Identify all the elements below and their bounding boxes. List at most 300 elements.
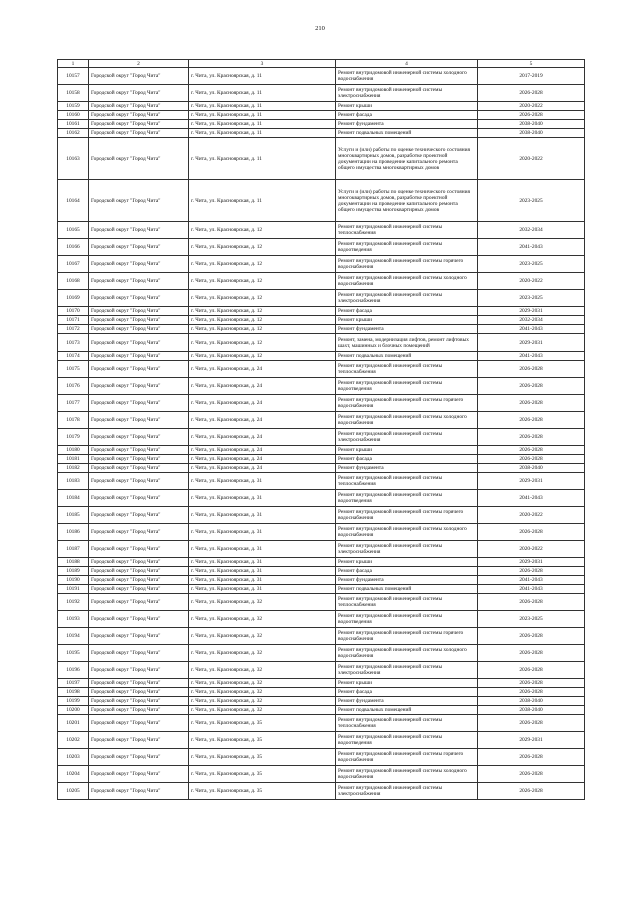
work-type-cell: Ремонт фундамента [336, 697, 478, 706]
row-number: 10182 [58, 464, 89, 473]
period-cell: 2026-2028 [478, 628, 585, 645]
period-cell: 2041-2043 [478, 352, 585, 361]
table-row [58, 645, 585, 662]
period-cell: 2017-2019 [478, 68, 585, 85]
address-cell: г. Чита, ул. Красноярская, д. 24 [189, 395, 336, 412]
work-type-cell: Ремонт внутридомовой инженерной системы электроснабжения [336, 783, 478, 800]
table-row [58, 239, 585, 256]
municipality-cell: Городской округ "Город Чита" [89, 395, 189, 412]
address-cell: г. Чита, ул. Красноярская, д. 12 [189, 239, 336, 256]
address-cell: г. Чита, ул. Красноярская, д. 12 [189, 316, 336, 325]
table-row [58, 273, 585, 290]
work-type-cell: Ремонт внутридомовой инженерной системы теплоснабжения [336, 715, 478, 732]
table-row [58, 490, 585, 507]
period-cell: 2026-2028 [478, 455, 585, 464]
table-row [58, 446, 585, 455]
municipality-cell: Городской округ "Город Чита" [89, 378, 189, 395]
table-row [58, 455, 585, 464]
column-number: 4 [336, 60, 478, 68]
municipality-cell: Городской округ "Город Чита" [89, 585, 189, 594]
municipality-cell: Городской округ "Город Чита" [89, 102, 189, 111]
address-cell: г. Чита, ул. Красноярская, д. 31 [189, 473, 336, 490]
municipality-cell: Городской округ "Город Чита" [89, 290, 189, 307]
address-cell: г. Чита, ул. Красноярская, д. 32 [189, 628, 336, 645]
municipality-cell: Городской округ "Город Чита" [89, 697, 189, 706]
work-type-cell: Ремонт внутридомовой инженерной системы электроснабжения [336, 85, 478, 102]
municipality-cell: Городской округ "Город Чита" [89, 558, 189, 567]
table-row [58, 541, 585, 558]
work-type-cell: Ремонт подвальных помещений [336, 129, 478, 138]
municipality-cell: Городской округ "Город Чита" [89, 85, 189, 102]
work-type-cell: Ремонт крыши [336, 558, 478, 567]
period-cell: 2026-2028 [478, 446, 585, 455]
address-cell: г. Чита, ул. Красноярская, д. 12 [189, 334, 336, 352]
column-number: 1 [58, 60, 89, 68]
work-type-cell: Ремонт фундамента [336, 464, 478, 473]
municipality-cell: Городской округ "Город Чита" [89, 594, 189, 611]
row-number: 10168 [58, 273, 89, 290]
address-cell: г. Чита, ул. Красноярская, д. 11 [189, 129, 336, 138]
period-cell: 2032-2034 [478, 222, 585, 239]
table-row [58, 766, 585, 783]
column-number: 2 [89, 60, 189, 68]
repair-schedule-table [57, 59, 585, 800]
period-cell: 2038-2040 [478, 129, 585, 138]
work-type-cell: Ремонт внутридомовой инженерной системы водоотведения [336, 378, 478, 395]
work-type-cell: Ремонт фасада [336, 688, 478, 697]
period-cell: 2026-2028 [478, 679, 585, 688]
row-number: 10184 [58, 490, 89, 507]
municipality-cell: Городской округ "Город Чита" [89, 490, 189, 507]
period-cell: 2026-2028 [478, 412, 585, 429]
period-cell: 2026-2028 [478, 783, 585, 800]
work-type-cell: Услуги и (или) работы по оценке технического состояния многоквартирных домов, разработке проектной документации на проведение капитального ремонта общего имущества многоквартирных домов [336, 180, 478, 222]
municipality-cell: Городской округ "Город Чита" [89, 611, 189, 628]
period-cell: 2023-2025 [478, 180, 585, 222]
work-type-cell: Ремонт, замена, модернизация лифтов, ремонт лифтовых шахт, машинных и блочных помещений [336, 334, 478, 352]
address-cell: г. Чита, ул. Красноярская, д. 11 [189, 85, 336, 102]
address-cell: г. Чита, ул. Красноярская, д. 31 [189, 507, 336, 524]
period-cell: 2020-2022 [478, 102, 585, 111]
address-cell: г. Чита, ул. Красноярская, д. 31 [189, 541, 336, 558]
row-number: 10165 [58, 222, 89, 239]
table-row [58, 628, 585, 645]
table-row [58, 611, 585, 628]
municipality-cell: Городской округ "Город Чита" [89, 766, 189, 783]
row-number: 10202 [58, 732, 89, 749]
municipality-cell: Городской округ "Город Чита" [89, 576, 189, 585]
period-cell: 2023-2025 [478, 611, 585, 628]
period-cell: 2020-2022 [478, 541, 585, 558]
municipality-cell: Городской округ "Город Чита" [89, 464, 189, 473]
row-number: 10197 [58, 679, 89, 688]
municipality-cell: Городской округ "Город Чита" [89, 68, 189, 85]
address-cell: г. Чита, ул. Красноярская, д. 12 [189, 222, 336, 239]
address-cell: г. Чита, ул. Красноярская, д. 11 [189, 138, 336, 180]
row-number: 10159 [58, 102, 89, 111]
period-cell: 2041-2043 [478, 325, 585, 334]
address-cell: г. Чита, ул. Красноярская, д. 32 [189, 645, 336, 662]
address-cell: г. Чита, ул. Красноярская, д. 35 [189, 766, 336, 783]
work-type-cell: Ремонт внутридомовой инженерной системы горячего водоснабжения [336, 749, 478, 766]
column-number: 3 [189, 60, 336, 68]
work-type-cell: Услуги и (или) работы по оценке технического состояния многоквартирных домов, разработке проектной документации на проведение капитального ремонта общего имущества многоквартирных домов [336, 138, 478, 180]
period-cell: 2038-2040 [478, 464, 585, 473]
table-row [58, 222, 585, 239]
period-cell: 2029-2031 [478, 732, 585, 749]
period-cell: 2032-2034 [478, 316, 585, 325]
period-cell: 2026-2028 [478, 378, 585, 395]
work-type-cell: Ремонт подвальных помещений [336, 706, 478, 715]
period-cell: 2020-2022 [478, 273, 585, 290]
table-row [58, 138, 585, 180]
period-cell: 2026-2028 [478, 688, 585, 697]
work-type-cell: Ремонт внутридомовой инженерной системы горячего водоснабжения [336, 628, 478, 645]
work-type-cell: Ремонт фундамента [336, 325, 478, 334]
period-cell: 2038-2040 [478, 697, 585, 706]
address-cell: г. Чита, ул. Красноярская, д. 11 [189, 68, 336, 85]
municipality-cell: Городской округ "Город Чита" [89, 567, 189, 576]
municipality-cell: Городской округ "Город Чита" [89, 446, 189, 455]
address-cell: г. Чита, ул. Красноярская, д. 12 [189, 273, 336, 290]
row-number: 10185 [58, 507, 89, 524]
row-number: 10198 [58, 688, 89, 697]
work-type-cell: Ремонт внутридомовой инженерной системы горячего водоснабжения [336, 256, 478, 273]
address-cell: г. Чита, ул. Красноярская, д. 31 [189, 576, 336, 585]
row-number: 10204 [58, 766, 89, 783]
row-number: 10190 [58, 576, 89, 585]
address-cell: г. Чита, ул. Красноярская, д. 32 [189, 706, 336, 715]
row-number: 10176 [58, 378, 89, 395]
address-cell: г. Чита, ул. Красноярская, д. 31 [189, 524, 336, 541]
table-row [58, 325, 585, 334]
address-cell: г. Чита, ул. Красноярская, д. 32 [189, 662, 336, 679]
address-cell: г. Чита, ул. Красноярская, д. 12 [189, 256, 336, 273]
work-type-cell: Ремонт внутридомовой инженерной системы водоотведения [336, 239, 478, 256]
work-type-cell: Ремонт внутридомовой инженерной системы теплоснабжения [336, 361, 478, 378]
table-row [58, 507, 585, 524]
work-type-cell: Ремонт внутридомовой инженерной системы холодного водоснабжения [336, 412, 478, 429]
row-number: 10180 [58, 446, 89, 455]
table-row [58, 334, 585, 352]
municipality-cell: Городской округ "Город Чита" [89, 352, 189, 361]
row-number: 10169 [58, 290, 89, 307]
work-type-cell: Ремонт фундамента [336, 576, 478, 585]
period-cell: 2026-2028 [478, 715, 585, 732]
table-row [58, 732, 585, 749]
column-number-row [58, 60, 585, 68]
row-number: 10158 [58, 85, 89, 102]
row-number: 10166 [58, 239, 89, 256]
address-cell: г. Чита, ул. Красноярская, д. 11 [189, 120, 336, 129]
address-cell: г. Чита, ул. Красноярская, д. 32 [189, 594, 336, 611]
municipality-cell: Городской округ "Город Чита" [89, 273, 189, 290]
address-cell: г. Чита, ул. Красноярская, д. 31 [189, 490, 336, 507]
work-type-cell: Ремонт внутридомовой инженерной системы электроснабжения [336, 290, 478, 307]
work-type-cell: Ремонт внутридомовой инженерной системы холодного водоснабжения [336, 68, 478, 85]
municipality-cell: Городской округ "Город Чита" [89, 473, 189, 490]
table-row [58, 576, 585, 585]
row-number: 10194 [58, 628, 89, 645]
work-type-cell: Ремонт внутридомовой инженерной системы водоотведения [336, 611, 478, 628]
row-number: 10174 [58, 352, 89, 361]
row-number: 10199 [58, 697, 89, 706]
table-row [58, 120, 585, 129]
period-cell: 2041-2043 [478, 576, 585, 585]
period-cell: 2023-2025 [478, 256, 585, 273]
work-type-cell: Ремонт внутридомовой инженерной системы теплоснабжения [336, 594, 478, 611]
period-cell: 2026-2028 [478, 662, 585, 679]
row-number: 10178 [58, 412, 89, 429]
address-cell: г. Чита, ул. Красноярская, д. 32 [189, 679, 336, 688]
work-type-cell: Ремонт крыши [336, 679, 478, 688]
address-cell: г. Чита, ул. Красноярская, д. 31 [189, 567, 336, 576]
address-cell: г. Чита, ул. Красноярская, д. 31 [189, 558, 336, 567]
address-cell: г. Чита, ул. Красноярская, д. 32 [189, 688, 336, 697]
address-cell: г. Чита, ул. Красноярская, д. 24 [189, 464, 336, 473]
address-cell: г. Чита, ул. Красноярская, д. 35 [189, 783, 336, 800]
municipality-cell: Городской округ "Город Чита" [89, 732, 189, 749]
period-cell: 2029-2031 [478, 473, 585, 490]
table-row [58, 290, 585, 307]
period-cell: 2026-2028 [478, 85, 585, 102]
table-row [58, 473, 585, 490]
period-cell: 2038-2040 [478, 706, 585, 715]
address-cell: г. Чита, ул. Красноярская, д. 24 [189, 429, 336, 446]
work-type-cell: Ремонт внутридомовой инженерной системы холодного водоснабжения [336, 524, 478, 541]
municipality-cell: Городской округ "Город Чита" [89, 129, 189, 138]
period-cell: 2026-2028 [478, 749, 585, 766]
municipality-cell: Городской округ "Город Чита" [89, 222, 189, 239]
row-number: 10189 [58, 567, 89, 576]
period-cell: 2038-2040 [478, 120, 585, 129]
table-row [58, 783, 585, 800]
work-type-cell: Ремонт внутридомовой инженерной системы теплоснабжения [336, 473, 478, 490]
municipality-cell: Городской округ "Город Чита" [89, 256, 189, 273]
address-cell: г. Чита, ул. Красноярская, д. 35 [189, 715, 336, 732]
row-number: 10177 [58, 395, 89, 412]
municipality-cell: Городской округ "Город Чита" [89, 334, 189, 352]
row-number: 10200 [58, 706, 89, 715]
period-cell: 2041-2043 [478, 585, 585, 594]
address-cell: г. Чита, ул. Красноярская, д. 12 [189, 325, 336, 334]
work-type-cell: Ремонт внутридомовой инженерной системы холодного водоснабжения [336, 645, 478, 662]
row-number: 10179 [58, 429, 89, 446]
municipality-cell: Городской округ "Город Чита" [89, 412, 189, 429]
municipality-cell: Городской округ "Город Чита" [89, 783, 189, 800]
work-type-cell: Ремонт фундамента [336, 120, 478, 129]
period-cell: 2026-2028 [478, 395, 585, 412]
row-number: 10191 [58, 585, 89, 594]
work-type-cell: Ремонт внутридомовой инженерной системы электроснабжения [336, 662, 478, 679]
row-number: 10181 [58, 455, 89, 464]
period-cell: 2026-2028 [478, 567, 585, 576]
municipality-cell: Городской округ "Город Чита" [89, 749, 189, 766]
address-cell: г. Чита, ул. Красноярская, д. 12 [189, 352, 336, 361]
period-cell: 2020-2022 [478, 507, 585, 524]
table-row [58, 102, 585, 111]
row-number: 10188 [58, 558, 89, 567]
row-number: 10196 [58, 662, 89, 679]
row-number: 10157 [58, 68, 89, 85]
work-type-cell: Ремонт крыши [336, 446, 478, 455]
work-type-cell: Ремонт подвальных помещений [336, 585, 478, 594]
table-row [58, 395, 585, 412]
municipality-cell: Городской округ "Город Чита" [89, 455, 189, 464]
period-cell: 2026-2028 [478, 361, 585, 378]
table-row [58, 585, 585, 594]
table-row [58, 85, 585, 102]
row-number: 10162 [58, 129, 89, 138]
municipality-cell: Городской округ "Город Чита" [89, 507, 189, 524]
address-cell: г. Чита, ул. Красноярская, д. 35 [189, 749, 336, 766]
work-type-cell: Ремонт внутридомовой инженерной системы электроснабжения [336, 541, 478, 558]
address-cell: г. Чита, ул. Красноярская, д. 31 [189, 585, 336, 594]
table-row [58, 706, 585, 715]
address-cell: г. Чита, ул. Красноярская, д. 11 [189, 111, 336, 120]
row-number: 10164 [58, 180, 89, 222]
address-cell: г. Чита, ул. Красноярская, д. 12 [189, 307, 336, 316]
municipality-cell: Городской округ "Город Чита" [89, 524, 189, 541]
work-type-cell: Ремонт крыши [336, 316, 478, 325]
period-cell: 2026-2028 [478, 429, 585, 446]
municipality-cell: Городской округ "Город Чита" [89, 541, 189, 558]
municipality-cell: Городской округ "Город Чита" [89, 679, 189, 688]
table-row [58, 567, 585, 576]
address-cell: г. Чита, ул. Красноярская, д. 32 [189, 697, 336, 706]
table-row [58, 316, 585, 325]
row-number: 10172 [58, 325, 89, 334]
row-number: 10171 [58, 316, 89, 325]
table-row [58, 307, 585, 316]
period-cell: 2026-2028 [478, 524, 585, 541]
table-row [58, 180, 585, 222]
address-cell: г. Чита, ул. Красноярская, д. 24 [189, 455, 336, 464]
table-row [58, 129, 585, 138]
row-number: 10203 [58, 749, 89, 766]
period-cell: 2026-2028 [478, 645, 585, 662]
municipality-cell: Городской округ "Город Чита" [89, 706, 189, 715]
work-type-cell: Ремонт фасада [336, 567, 478, 576]
address-cell: г. Чита, ул. Красноярская, д. 24 [189, 378, 336, 395]
municipality-cell: Городской округ "Город Чита" [89, 111, 189, 120]
work-type-cell: Ремонт фасада [336, 111, 478, 120]
address-cell: г. Чита, ул. Красноярская, д. 35 [189, 732, 336, 749]
row-number: 10167 [58, 256, 89, 273]
period-cell: 2029-2031 [478, 307, 585, 316]
table-row [58, 558, 585, 567]
row-number: 10163 [58, 138, 89, 180]
row-number: 10175 [58, 361, 89, 378]
address-cell: г. Чита, ул. Красноярская, д. 11 [189, 102, 336, 111]
period-cell: 2026-2028 [478, 594, 585, 611]
table-row [58, 361, 585, 378]
table-row [58, 412, 585, 429]
municipality-cell: Городской округ "Город Чита" [89, 138, 189, 180]
table-row [58, 378, 585, 395]
period-cell: 2029-2031 [478, 558, 585, 567]
municipality-cell: Городской округ "Город Чита" [89, 628, 189, 645]
row-number: 10192 [58, 594, 89, 611]
work-type-cell: Ремонт внутридомовой инженерной системы холодного водоснабжения [336, 273, 478, 290]
row-number: 10201 [58, 715, 89, 732]
table-row [58, 594, 585, 611]
address-cell: г. Чита, ул. Красноярская, д. 11 [189, 180, 336, 222]
column-number: 5 [478, 60, 585, 68]
row-number: 10160 [58, 111, 89, 120]
municipality-cell: Городской округ "Город Чита" [89, 325, 189, 334]
work-type-cell: Ремонт фасада [336, 307, 478, 316]
work-type-cell: Ремонт внутридомовой инженерной системы холодного водоснабжения [336, 766, 478, 783]
period-cell: 2026-2028 [478, 111, 585, 120]
period-cell: 2020-2022 [478, 138, 585, 180]
period-cell: 2029-2031 [478, 334, 585, 352]
table-row [58, 662, 585, 679]
table-row [58, 679, 585, 688]
table-row [58, 68, 585, 85]
table-row [58, 688, 585, 697]
municipality-cell: Городской округ "Город Чита" [89, 239, 189, 256]
table-row [58, 464, 585, 473]
work-type-cell: Ремонт внутридомовой инженерной системы водоотведения [336, 732, 478, 749]
municipality-cell: Городской округ "Город Чита" [89, 662, 189, 679]
row-number: 10205 [58, 783, 89, 800]
period-cell: 2023-2025 [478, 290, 585, 307]
municipality-cell: Городской округ "Город Чита" [89, 316, 189, 325]
table-row [58, 715, 585, 732]
work-type-cell: Ремонт внутридомовой инженерной системы электроснабжения [336, 429, 478, 446]
table-row [58, 429, 585, 446]
table-row [58, 697, 585, 706]
work-type-cell: Ремонт внутридомовой инженерной системы горячего водоснабжения [336, 507, 478, 524]
municipality-cell: Городской округ "Город Чита" [89, 429, 189, 446]
table-row [58, 111, 585, 120]
address-cell: г. Чита, ул. Красноярская, д. 24 [189, 361, 336, 378]
period-cell: 2026-2028 [478, 766, 585, 783]
table-row [58, 352, 585, 361]
address-cell: г. Чита, ул. Красноярская, д. 24 [189, 412, 336, 429]
municipality-cell: Городской округ "Город Чита" [89, 120, 189, 129]
row-number: 10161 [58, 120, 89, 129]
row-number: 10195 [58, 645, 89, 662]
municipality-cell: Городской округ "Город Чита" [89, 645, 189, 662]
address-cell: г. Чита, ул. Красноярская, д. 32 [189, 611, 336, 628]
row-number: 10173 [58, 334, 89, 352]
table-row [58, 524, 585, 541]
municipality-cell: Городской округ "Город Чита" [89, 715, 189, 732]
work-type-cell: Ремонт внутридомовой инженерной системы водоотведения [336, 490, 478, 507]
row-number: 10183 [58, 473, 89, 490]
row-number: 10193 [58, 611, 89, 628]
work-type-cell: Ремонт внутридомовой инженерной системы теплоснабжения [336, 222, 478, 239]
work-type-cell: Ремонт внутридомовой инженерной системы горячего водоснабжения [336, 395, 478, 412]
municipality-cell: Городской округ "Город Чита" [89, 361, 189, 378]
row-number: 10187 [58, 541, 89, 558]
table-row [58, 256, 585, 273]
address-cell: г. Чита, ул. Красноярская, д. 24 [189, 446, 336, 455]
municipality-cell: Городской округ "Город Чита" [89, 688, 189, 697]
work-type-cell: Ремонт крыши [336, 102, 478, 111]
table-row [58, 749, 585, 766]
municipality-cell: Городской округ "Город Чита" [89, 180, 189, 222]
municipality-cell: Городской округ "Город Чита" [89, 307, 189, 316]
work-type-cell: Ремонт подвальных помещений [336, 352, 478, 361]
work-type-cell: Ремонт фасада [336, 455, 478, 464]
page-number: 210 [315, 25, 325, 32]
address-cell: г. Чита, ул. Красноярская, д. 12 [189, 290, 336, 307]
row-number: 10186 [58, 524, 89, 541]
row-number: 10170 [58, 307, 89, 316]
